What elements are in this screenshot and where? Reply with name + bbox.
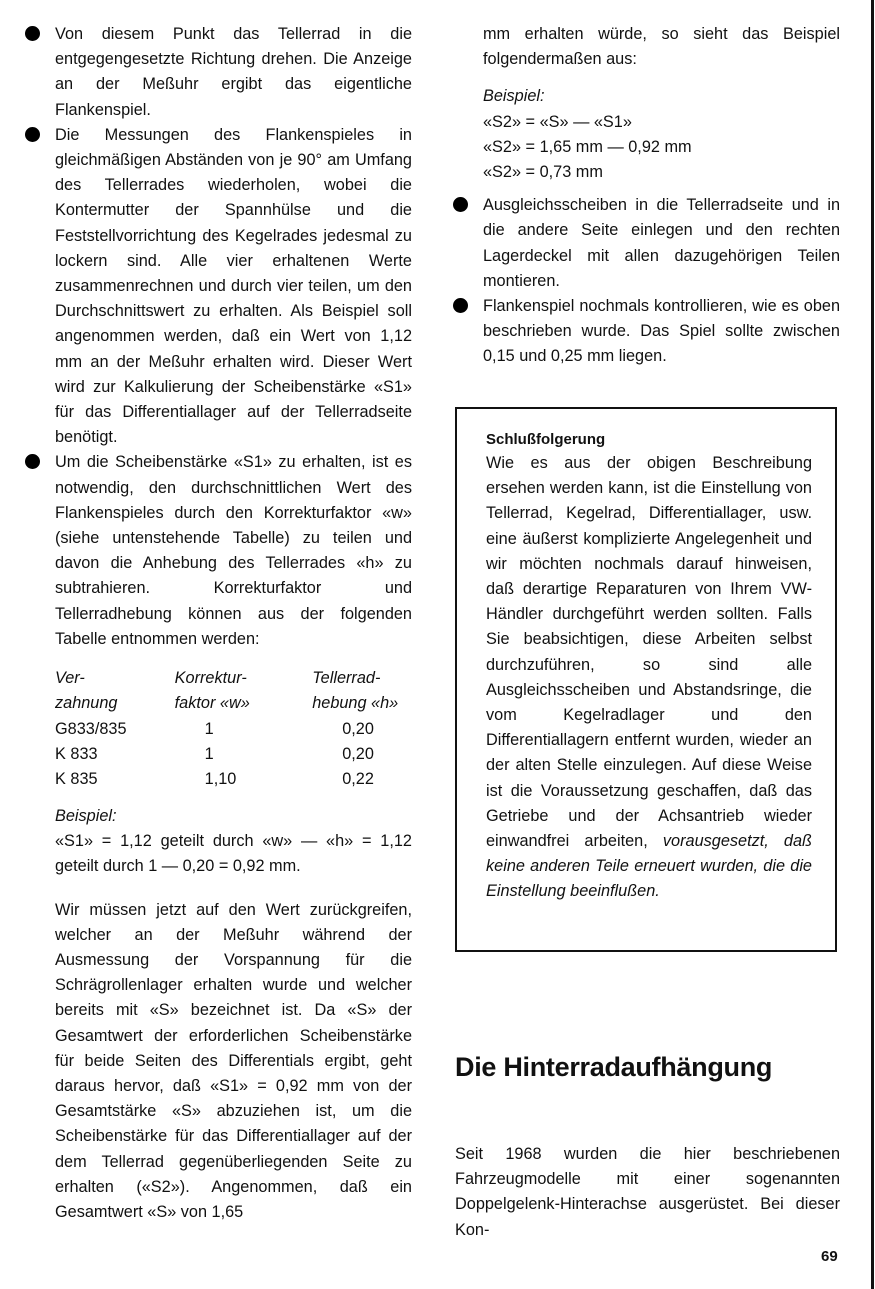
bullet-icon [25, 26, 40, 41]
table-header-cell: Ver- [55, 669, 85, 688]
bullet-text: Ausgleichsscheiben in die Tellerradseite und in die andere Seite einlegen und den rechten Lagerdeckel mit allen dazugehörigen Teilen montieren. [483, 196, 840, 290]
example-block [483, 84, 840, 185]
conclusion-box [455, 407, 837, 952]
bullet-text: Die Messungen des Flankenspieles in gleichmäßigen Abständen von je 90° am Umfang des Tellerrades wiederholen, wobei die Kontermutter der Spannhülse und die Feststellvorrichtung des Kegelrades jedesmal zu lockern sind. Alle vier erhaltenen Werte zusammenrechnen und durch vier teilen, um den Durchschnittswert zu erhalten. Als Beispiel soll angenommen werden, daß ein Wert von 1,12 mm an der Meßuhr erhalten wird. Dieser Wert wird zur Kalkulierung der Scheibenstärke «S1» für das Differentiallager auf der Tellerradseite benötigt. [55, 125, 412, 447]
table-cell: 1 [204, 719, 214, 738]
table-cell: 0,20 [342, 744, 374, 763]
section-text: Seit 1968 wurden die hier beschriebenen Fahrzeugmodelle mit einer sogenannten Doppelgelenk-Hinterachse ausgerüstet. Bei dieser Kon- [455, 1145, 840, 1239]
bullet-item [55, 22, 412, 123]
example-block [55, 804, 412, 880]
example-label: Beispiel: [483, 87, 545, 106]
body-paragraph: Wir müssen jetzt auf den Wert zurückgreifen, welcher an der Meßuhr während der Ausmessung der Vorspannung für die Schrägrollenlager erhalten wurde und welcher bereits mit «S» bezeichnet ist. Da «S» der Gesamtwert der erforderlichen Scheibenstärke für beide Seiten des Differentials ergibt, geht daraus hervor, daß «S1» = 0,92 mm von der Gesamtstärke «S» abzuziehen ist, um die Scheibenstärke für das Differentiallager auf der dem Tellerrad gegenüberliegenden Seite zu erhalten («S2»). Angenommen, daß ein Gesamtwert «S» von 1,65 [55, 900, 412, 1222]
page-edge-border [871, 0, 874, 1289]
continuation-text: mm erhalten würde, so sieht das Beispiel folgendermaßen aus: [483, 25, 840, 69]
table-header-cell: hebung «h» [312, 694, 399, 713]
section-heading: Die Hinterradaufhängung [455, 1052, 773, 1082]
bullet-item [55, 123, 412, 451]
correction-table [55, 666, 412, 792]
example-line: «S1» = 1,12 geteilt durch «w» — «h» = 1,12 geteilt durch 1 — 0,20 = 0,92 mm. [55, 832, 412, 876]
conclusion-content [486, 429, 812, 905]
bullet-text: Von diesem Punkt das Tellerrad in die entgegengesetzte Richtung drehen. Die Anzeige an der Meßuhr ergibt das eigentliche Flankenspiel. [55, 25, 412, 119]
conclusion-title: Schlußfolgerung [486, 431, 606, 448]
bullet-item [483, 193, 840, 294]
table-cell: 0,22 [342, 769, 374, 788]
table-cell: 1 [204, 744, 214, 763]
example-line: «S2» = «S» — «S1» [483, 112, 632, 131]
bullet-item [483, 294, 840, 370]
example-line: «S2» = 1,65 mm — 0,92 mm [483, 137, 692, 156]
table-row [55, 716, 412, 741]
table-header-row [55, 691, 412, 716]
bullet-icon [25, 127, 40, 142]
example-label: Beispiel: [55, 807, 117, 826]
conclusion-text [486, 451, 812, 905]
bullet-text: Flankenspiel nochmals kontrollieren, wie es oben beschrieben wurde. Das Spiel sollte zwischen 0,15 und 0,25 mm liegen. [483, 297, 840, 366]
table-cell: G833/835 [55, 719, 127, 738]
table-header-cell: Tellerrad- [312, 669, 381, 688]
table-header-cell: faktor «w» [174, 694, 250, 713]
conclusion-italic: vorausgesetzt, daß keine anderen Teile erneuert wurden, die die Einstellung beeinflußen. [486, 832, 812, 901]
bullet-icon [25, 454, 40, 469]
bullet-icon [453, 197, 468, 212]
right-column [483, 22, 840, 370]
conclusion-body: Wie es aus der obigen Beschreibung ersehen werden kann, ist die Einstellung von Tellerrad, Kegelrad, Differentiallager, usw. eine äußerst komplizierte Angelegenheit und wir möchten nochmals darauf hinweisen, daß derartige Reparaturen von Ihrem VW-Händler durchgeführt werden sollten. Falls Sie beabsichtigen, diese Arbeiten selbst durchzuführen, so sind alle Ausgleichsscheiben und Abstandsringe, die vom Kegelradlager und den Differentiallagern entfernt wurden, wieder an der alten Stelle einzulegen. Auf diese Weise ist die Voraussetzung geschaffen, daß das Getriebe und der Achsantrieb wieder einwandfrei arbeiten, [486, 454, 812, 851]
bullet-text: Um die Scheibenstärke «S1» zu erhalten, ist es notwendig, den durchschnittlichen Wert des Flankenspieles durch den Korrekturfaktor «w» (siehe untenstehende Tabelle) zu teilen und davon die Anhebung des Tellerrades «h» zu subtrahieren. Korrekturfaktor und Tellerradhebung können aus der folgenden Tabelle entnommen werden: [55, 453, 412, 648]
table-cell: K 833 [55, 744, 98, 763]
page-number: 69 [821, 1248, 838, 1265]
bullet-item [55, 450, 412, 652]
table-cell: 0,20 [342, 719, 374, 738]
table-header-cell: zahnung [55, 694, 118, 713]
table-header-row [55, 666, 412, 691]
left-column [55, 22, 412, 1225]
table-header-cell: Korrektur- [174, 669, 247, 688]
bullet-icon [453, 298, 468, 313]
table-cell: K 835 [55, 769, 98, 788]
example-line: «S2» = 0,73 mm [483, 163, 603, 182]
table-row [55, 742, 412, 767]
table-cell: 1,10 [204, 769, 237, 788]
table-row [55, 767, 412, 792]
